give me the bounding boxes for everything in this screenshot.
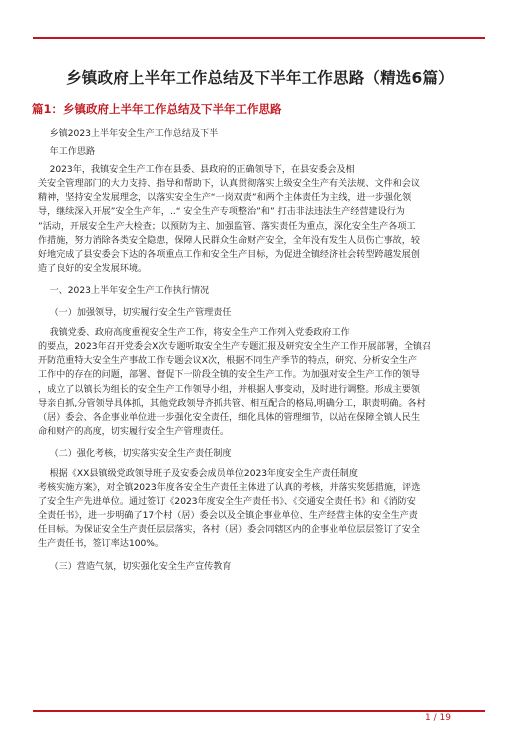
paragraph-leadership: 我镇党委、政府高度重视安全生产工作，将安全生产工作列入党委政府工作 的要点，2023年召开党委会X次专题听取安全生产专题汇报及研究安全生产工作开展部署，全镇召 开防范重特大安全生产事故工作专题会议X次，根据不同生产季节的特点，研究、分析安全生产 工作中的存在的问题，部署、督促下一阶段全镇的安全生产工作。为加强对安全生产工作的领导 ，成立了以镇长为组长的安全生产工作领导小组，并根据人事变动，及时进行调整。形成主要领 导亲自抓,分管领导具体抓，其他党政领导齐抓共管、相互配合的格局,明确分工，职责明确。各村 （居）委会、各企事业单位进一步强化安全责任，细化具体的管理细节，以站在保障全镇人民生 命和财产的高度，切实履行安全生产管理责任。 <box>38 328 432 437</box>
top-red-rule <box>33 37 485 39</box>
subsection-heading-1: （一）加强领导，切实履行安全生产管理责任 <box>38 308 232 319</box>
intro-line-1: 乡镇2023上半年安全生产工作总结及下半 <box>38 129 219 139</box>
section-subtitle: 篇1：乡镇政府上半年工作总结及下半年工作思路 <box>32 102 282 116</box>
document-title: 乡镇政府上半年工作总结及下半年工作思路（精选6篇） <box>66 69 454 87</box>
document-body <box>38 127 484 580</box>
paragraph-assessment: 根据《XX县镇级党政领导班子及安委会成员单位2023年度安全生产责任制度 考核实施方案》，对全镇2023年度各安全生产责任主体进了认真的考核，并落实奖惩措施，评选 了安全生产先进单位。通过签订《2023年度安全生产责任书》、《交通安全责任书》和《消防安 全责任书》，进一步明确了17个村（居）委会以及全镇企事业单位、生产经营主体的安全生产责 任目标。为保证安全生产责任层层落实，各村（居）委会同辖区内的企事业单位层层签订了安全 生产责任书，签订率达100%。 <box>38 468 421 550</box>
subsection-heading-2: （二）强化考核，切实落实安全生产责任制度 <box>38 448 232 459</box>
page-number: 1 / 19 <box>425 713 451 723</box>
paragraph-overview: 2023年，我镇安全生产工作在县委、县政府的正确领导下，在县安委会及相 关安全管理部门的大力支持、指导和帮助下，认真贯彻落实上级安全生产有关法规、文件和会议 精神，坚持安全发展理念，以落实安全生产“一岗双责”和两个主体责任为主线，进一步强化领 导，继续深入开展”安全生产年，..“ 安全生产专项整治”和” 打击非法违法生产经营建设行为 ”活动，开展安全生产大检查；以预防为主、加强监管、落实责任为重点，深化安全生产各项工 作措施，努力消除各类安全隐患，保障人民群众生命财产安全，全年没有发生人员伤亡事故，较 好地完成了县安委会下达的各项重点工作和安全生产目标，为促进全镇经济社会转型跨越发展创 造了良好的安全发展环境。 <box>38 165 420 274</box>
section-heading-1: 一、2023上半年安全生产工作执行情况 <box>38 285 210 296</box>
subsection-heading-3: （三）营造气氛，切实强化安全生产宣传教育 <box>38 561 232 572</box>
bottom-red-rule <box>33 710 485 712</box>
intro-line-2: 年工作思路 <box>38 147 96 158</box>
